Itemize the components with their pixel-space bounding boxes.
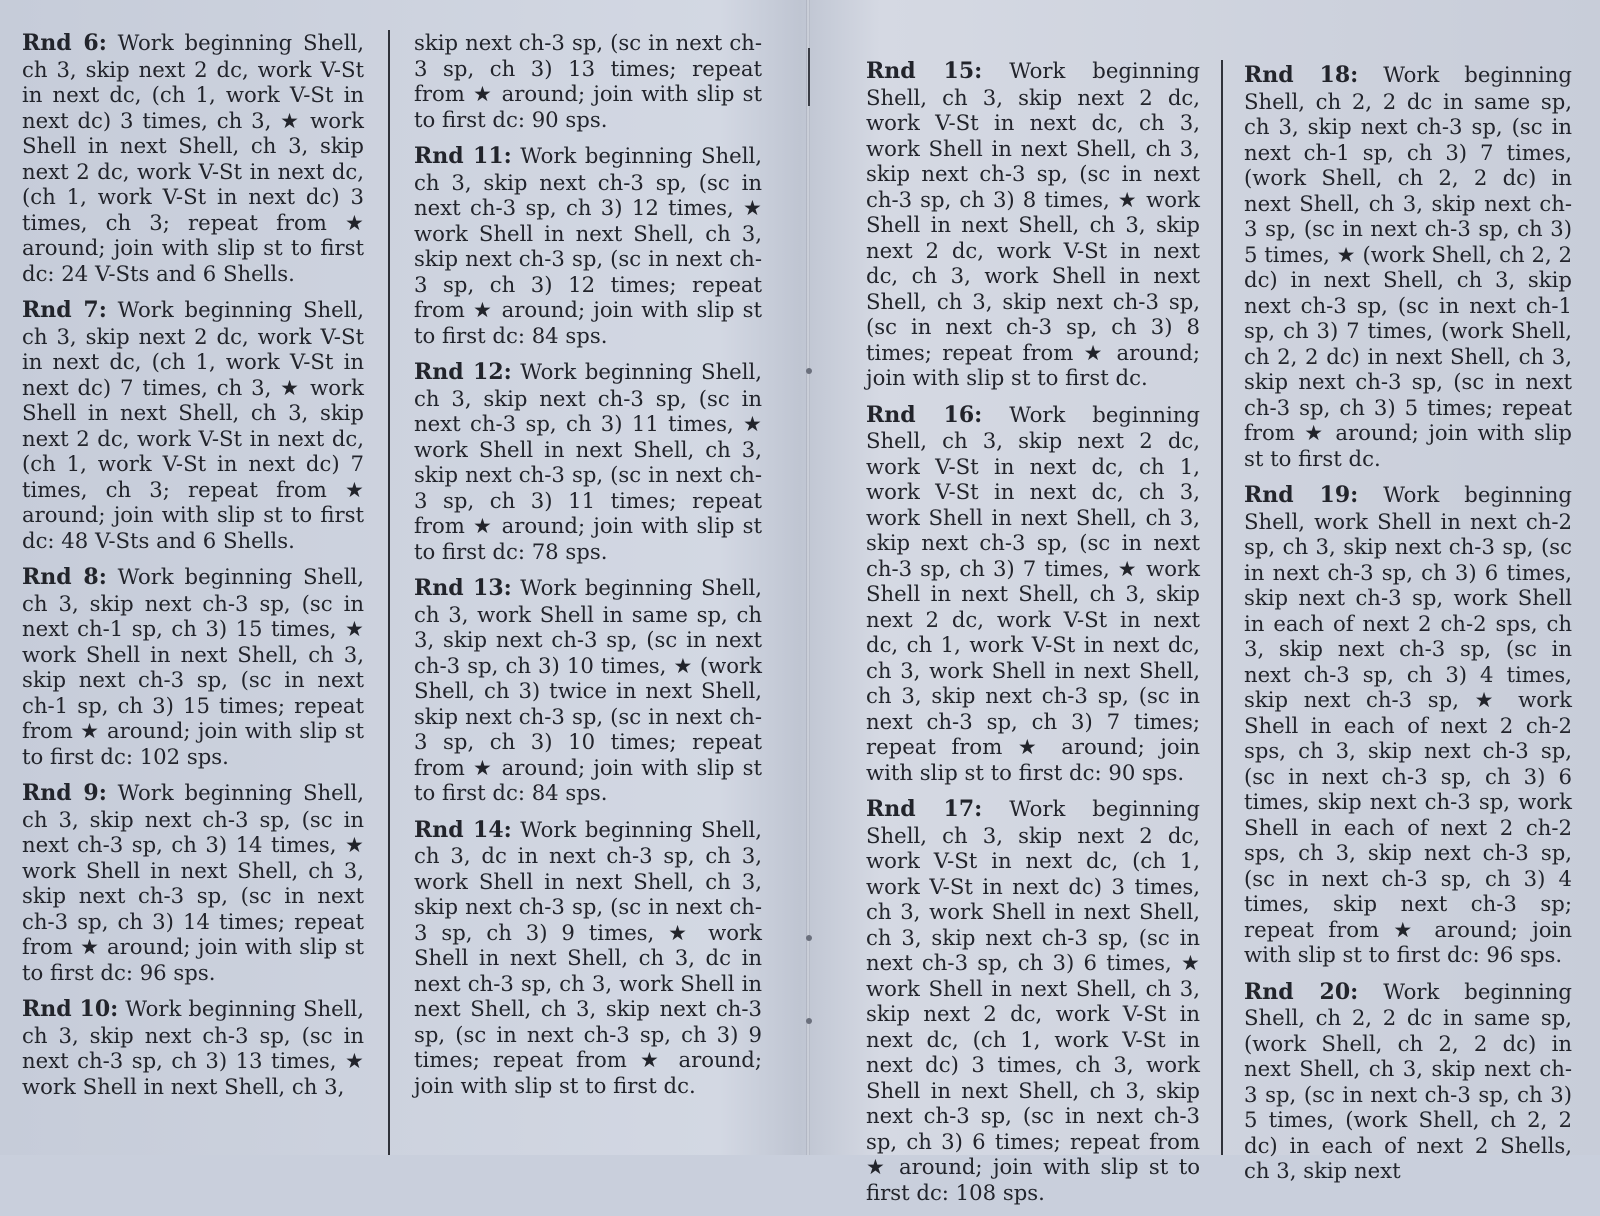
round-label: Rnd 12: bbox=[414, 359, 512, 385]
round-label: Rnd 8: bbox=[22, 564, 107, 590]
round-text: Work beginning Shell, ch 3, skip next 2 dc, work V-St in next dc, ch 3, work Shell in next Shell, ch 3, skip next ch-3 sp, (sc in next ch-3 sp, ch 3) 8 times, ★ work Shell in next Shell, ch 3, skip next 2 dc, work V-St in next dc, ch 3, work Shell in next Shell, ch 3, skip next ch-3 sp, (sc in next ch-3 sp, ch 3) 8 times; repeat from ★ around; join with slip st to first dc. bbox=[866, 58, 1200, 390]
round-6 bbox=[22, 30, 364, 286]
round-15 bbox=[866, 58, 1200, 391]
column-4 bbox=[1244, 62, 1572, 1195]
round-label: Rnd 10: bbox=[22, 996, 119, 1022]
round-label: Rnd 19: bbox=[1244, 482, 1359, 508]
round-13 bbox=[414, 575, 762, 806]
round-label: Rnd 13: bbox=[414, 575, 512, 601]
round-11 bbox=[414, 143, 762, 348]
round-14 bbox=[414, 817, 762, 1099]
round-text: Work beginning Shell, ch 3, skip next ch-3 sp, (sc in next ch-1 sp, ch 3) 15 times, ★ work Shell in next Shell, ch 3, skip next ch-3 sp, (sc in next ch-1 sp, ch 3) 15 times; repeat from ★ around; join with slip st to first dc: 102 sps. bbox=[22, 564, 365, 769]
staple-mark-bottom bbox=[806, 1018, 812, 1024]
round-text: Work beginning Shell, ch 3, skip next 2 dc, work V-St in next dc, (ch 1, work V-St in next dc) 3 times, ch 3, ★ work Shell in next Shell, ch 3, skip next 2 dc, work V-St in next dc, (ch 1, work V-St in next dc) 3 times, ch 3; repeat from ★ around; join with slip st to first dc: 24 V-Sts and 6 Shells. bbox=[22, 30, 365, 286]
column-1 bbox=[22, 30, 364, 1110]
round-10-continued bbox=[414, 30, 762, 132]
round-8 bbox=[22, 564, 364, 769]
round-text: Work beginning Shell, ch 3, skip next 2 dc, work V-St in next dc, ch 1, work V-St in next dc, ch 3, work Shell in next Shell, ch 3, skip next ch-3 sp, (sc in next ch-3 sp, ch 3) 7 times, ★ work Shell in next Shell, ch 3, skip next 2 dc, work V-St in next dc, ch 1, work V-St in next dc, ch 3, work Shell in next Shell, ch 3, skip next ch-3 sp, (sc in next ch-3 sp, ch 3) 7 times; repeat from ★ around; join with slip st to first dc: 90 sps. bbox=[866, 401, 1200, 785]
round-label: Rnd 6: bbox=[22, 30, 107, 56]
round-20 bbox=[1244, 979, 1572, 1184]
round-text: skip next ch-3 sp, (sc in next ch-3 sp, ch 3) 13 times; repeat from ★ around; join with slip st to first dc: 90 sps. bbox=[414, 30, 762, 132]
round-label: Rnd 16: bbox=[866, 401, 983, 428]
staple-mark-middle bbox=[806, 935, 812, 941]
round-text: Work beginning Shell, ch 2, 2 dc in same sp, (work Shell, ch 2, 2 dc) in next Shell, ch 3, skip next ch-3 sp, (sc in next ch-3 sp, ch 3) 5 times, (work Shell, ch 2, 2 dc) in each of next 2 Shells, ch 3, skip next bbox=[1244, 978, 1572, 1183]
round-text: Work beginning Shell, ch 3, skip next ch-3 sp, (sc in next ch-3 sp, ch 3) 12 times, ★ work Shell in next Shell, ch 3, skip next ch-3 sp, (sc in next ch-3 sp, ch 3) 12 times; repeat from ★ around; join with slip st to first dc: 84 sps. bbox=[414, 143, 762, 348]
round-text: Work beginning Shell, ch 3, work Shell in same sp, ch 3, skip next ch-3 sp, (sc in next ch-3 sp, ch 3) 10 times, ★ (work Shell, ch 3) twice in next Shell, skip next ch-3 sp, (sc in next ch-3 sp, ch 3) 10 times; repeat from ★ around; join with slip st to first dc: 84 sps. bbox=[414, 575, 762, 805]
column-rule-left-page bbox=[388, 30, 390, 1155]
round-text: Work beginning Shell, work Shell in next ch-2 sp, ch 3, skip next ch-3 sp, (sc in next ch-3 sp, ch 3) 6 times, skip next ch-3 sp, work Shell in each of next 2 ch-2 sps, ch 3, skip next ch-3 sp, (sc in next ch-3 sp, ch 3) 4 times, skip next ch-3 sp, ★ work Shell in each of next 2 ch-2 sps, ch 3, skip next ch-3 sp, (sc in next ch-3 sp, ch 3) 6 times, skip next ch-3 sp, work Shell in each of next 2 ch-2 sps, ch 3, skip next ch-3 sp, (sc in next ch-3 sp, ch 3) 4 times, skip next ch-3 sp; repeat from ★ around; join with slip st to first dc: 96 sps. bbox=[1244, 482, 1572, 967]
page-gutter bbox=[806, 0, 810, 1155]
round-18 bbox=[1244, 62, 1572, 471]
column-2 bbox=[414, 30, 762, 1109]
round-text: Work beginning Shell, ch 3, skip next ch-3 sp, (sc in next ch-3 sp, ch 3) 11 times, ★ work Shell in next Shell, ch 3, skip next ch-3 sp, (sc in next ch-3 sp, ch 3) 11 times; repeat from ★ around; join with slip st to first dc: 78 sps. bbox=[414, 359, 762, 564]
round-text: Work beginning Shell, ch 3, skip next 2 dc, work V-St in next dc, (ch 1, work V-St in next dc) 3 times, ch 3, work Shell in next Shell, ch 3, skip next ch-3 sp, (sc in next ch-3 sp, ch 3) 6 times, ★ work Shell in next Shell, ch 3, skip next 2 dc, work V-St in next dc, (ch 1, work V-St in next dc) 3 times, ch 3, work Shell in next Shell, ch 3, skip next ch-3 sp, (sc in next ch-3 sp, ch 3) 6 times; repeat from ★ around; join with slip st to first dc: 108 sps. bbox=[866, 796, 1200, 1205]
round-label: Rnd 11: bbox=[414, 143, 512, 169]
round-text: Work beginning Shell, ch 3, skip next ch-3 sp, (sc in next ch-3 sp, ch 3) 13 times, ★ work Shell in next Shell, ch 3, bbox=[22, 996, 364, 1099]
round-10 bbox=[22, 996, 364, 1099]
round-label: Rnd 20: bbox=[1244, 978, 1359, 1005]
round-label: Rnd 17: bbox=[866, 796, 983, 822]
round-7 bbox=[22, 297, 364, 553]
staple-mark-top bbox=[806, 368, 812, 374]
round-16 bbox=[866, 402, 1200, 786]
round-17 bbox=[866, 796, 1200, 1205]
round-label: Rnd 18: bbox=[1244, 62, 1359, 88]
round-text: Work beginning Shell, ch 3, dc in next ch-3 sp, ch 3, work Shell in next Shell, ch 3, skip next ch-3 sp, (sc in next ch-3 sp, ch 3) 9 times, ★ work Shell in next Shell, ch 3, dc in next ch-3 sp, ch 3, work Shell in next Shell, ch 3, skip next ch-3 sp, (sc in next ch-3 sp, ch 3) 9 times; repeat from ★ around; join with slip st to first dc. bbox=[414, 816, 762, 1098]
round-label: Rnd 7: bbox=[22, 297, 107, 323]
round-text: Work beginning Shell, ch 3, skip next ch-3 sp, (sc in next ch-3 sp, ch 3) 14 times, ★ work Shell in next Shell, ch 3, skip next ch-3 sp, (sc in next ch-3 sp, ch 3) 14 times; repeat from ★ around; join with slip st to first dc: 96 sps. bbox=[22, 780, 365, 985]
page-edge-rule bbox=[808, 48, 810, 106]
round-label: Rnd 15: bbox=[866, 58, 983, 84]
column-rule-right-page bbox=[1221, 60, 1223, 1155]
round-12 bbox=[414, 359, 762, 564]
round-label: Rnd 14: bbox=[414, 816, 512, 843]
round-19 bbox=[1244, 482, 1572, 968]
round-9 bbox=[22, 780, 364, 985]
round-label: Rnd 9: bbox=[22, 780, 107, 806]
round-text: Work beginning Shell, ch 3, skip next 2 dc, work V-St in next dc, (ch 1, work V-St in next dc) 7 times, ch 3, ★ work Shell in next Shell, ch 3, skip next 2 dc, work V-St in next dc, (ch 1, work V-St in next dc) 7 times, ch 3; repeat from ★ around; join with slip st to first dc: 48 V-Sts and 6 Shells. bbox=[22, 297, 365, 553]
round-text: Work beginning Shell, ch 2, 2 dc in same sp, ch 3, skip next ch-3 sp, (sc in next ch-1 sp, ch 3) 7 times, (work Shell, ch 2, 2 dc) in next Shell, ch 3, skip next ch-3 sp, (sc in next ch-3 sp, ch 3) 5 times, ★ (work Shell, ch 2, 2 dc) in next Shell, ch 3, skip next ch-3 sp, (sc in next ch-1 sp, ch 3) 7 times, (work Shell, ch 2, 2 dc) in next Shell, ch 3, skip next ch-3 sp, (sc in next ch-3 sp, ch 3) 5 times; repeat from ★ around; join with slip st to first dc. bbox=[1244, 62, 1572, 471]
column-3 bbox=[866, 58, 1200, 1216]
